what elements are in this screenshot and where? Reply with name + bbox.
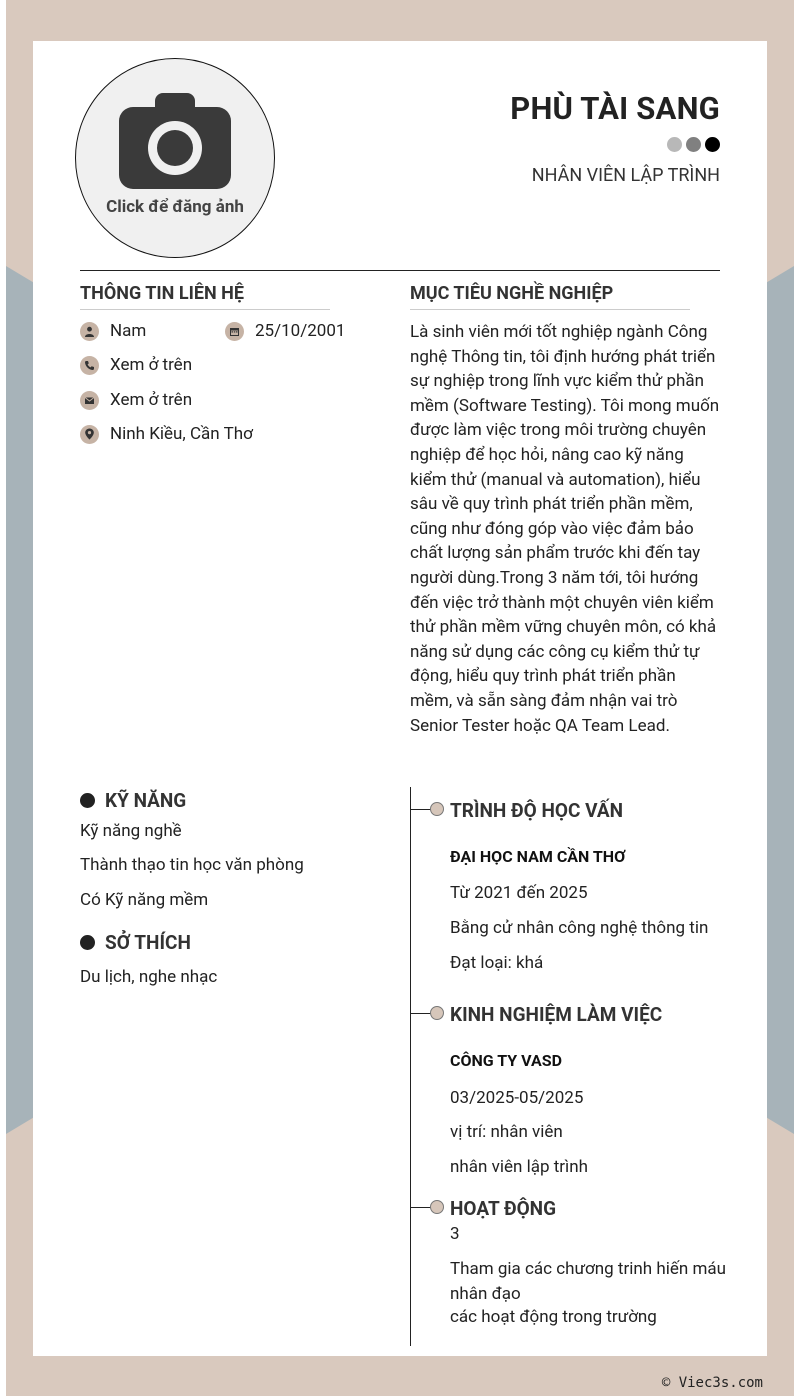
phone-icon	[80, 356, 99, 375]
contact-phone: Xem ở trên	[80, 355, 192, 375]
objective-underline	[410, 309, 690, 310]
candidate-name: PHÙ TÀI SANG	[510, 90, 720, 127]
location-pin-icon	[80, 425, 99, 444]
photo-upload[interactable]	[75, 58, 275, 258]
contact-address: Ninh Kiều, Cần Thơ	[80, 424, 253, 444]
activities-line: các hoạt động trong trường	[450, 1307, 657, 1327]
right-frame-strip	[794, 0, 800, 1396]
education-grade: Đạt loại: khá	[450, 953, 544, 973]
left-decor-band	[6, 266, 36, 1134]
timeline-connector	[410, 809, 432, 810]
skill-item: Có Kỹ năng mềm	[80, 890, 209, 910]
bullet-dot	[80, 935, 95, 950]
contact-email: Xem ở trên	[80, 390, 192, 410]
experience-company: CÔNG TY VASD	[450, 1051, 563, 1070]
experience-heading: KINH NGHIỆM LÀM VIỆC	[450, 1003, 663, 1026]
watermark: © Viec3s.com	[661, 1375, 763, 1391]
education-heading: TRÌNH ĐỘ HỌC VẤN	[450, 799, 624, 822]
experience-description: nhân viên lập trình	[450, 1157, 589, 1177]
left-frame-strip	[0, 0, 6, 1396]
skill-item: Kỹ năng nghề	[80, 821, 182, 841]
experience-period: 03/2025-05/2025	[450, 1088, 584, 1108]
timeline-connector	[410, 1013, 432, 1014]
decor-dots	[667, 137, 720, 152]
education-period: Từ 2021 đến 2025	[450, 883, 588, 903]
activities-line: Tham gia các chương trinh hiến máu nhân đạo	[450, 1259, 727, 1304]
hobbies-text: Du lịch, nghe nhạc	[80, 967, 218, 987]
objective-text: Là sinh viên mới tốt nghiệp ngành Công nghệ Thông tin, tôi định hướng phát triển sự nghiệp trong lĩnh vực kiểm thử phần mềm (Software Testing). Tôi mong muốn được làm việc trong môi trường chuyên nghiệp để học hỏi, nâng cao kỹ năng kiểm thử (manual và automation), hiểu sâu về quy trình phát triển phần mềm, cũng như đóng góp vào việc đảm bảo chất lượng sản phẩm trước khi đến tay người dùng.Trong 3 năm tới, tôi hướng đến việc trở thành một chuyên viên kiểm thử phần mềm vững chuyên môn, có khả năng sử dụng các công cụ kiểm thử tự động, hiểu quy trình phát triển phần mềm, và sẵn sàng đảm nhận vai trò Senior Tester hoặc QA Team Lead.	[410, 322, 720, 736]
timeline-connector	[410, 1207, 432, 1208]
mail-icon	[80, 391, 99, 410]
bullet-dot	[80, 793, 95, 808]
education-degree: Bằng cử nhân công nghệ thông tin	[450, 918, 709, 938]
hobbies-heading: SỞ THÍCH	[80, 931, 191, 954]
right-decor-band	[764, 266, 794, 1134]
objective-heading: MỤC TIÊU NGHỀ NGHIỆP	[410, 283, 614, 304]
contact-underline	[80, 309, 330, 310]
timeline-dot	[430, 1006, 444, 1020]
activities-count: 3	[450, 1224, 460, 1244]
timeline-dot	[430, 802, 444, 816]
contact-heading: THÔNG TIN LIÊN HỆ	[80, 283, 244, 304]
timeline-line	[410, 787, 411, 1346]
skills-heading: KỸ NĂNG	[80, 789, 186, 812]
education-school: ĐẠI HỌC NAM CẦN THƠ	[450, 847, 626, 866]
photo-caption: Click để đăng ảnh	[106, 197, 244, 217]
contact-birthday: 25/10/2001	[225, 321, 345, 341]
timeline-dot	[430, 1200, 444, 1214]
header-divider	[80, 270, 720, 271]
experience-position: vị trí: nhân viên	[450, 1122, 563, 1142]
calendar-icon	[225, 322, 244, 341]
skill-item: Thành thạo tin học văn phòng	[80, 855, 304, 875]
job-title: NHÂN VIÊN LẬP TRÌNH	[531, 165, 720, 186]
camera-icon	[117, 91, 233, 191]
person-icon	[80, 322, 99, 341]
contact-gender: Nam	[80, 321, 146, 341]
activities-heading: HOẠT ĐỘNG	[450, 1197, 557, 1220]
